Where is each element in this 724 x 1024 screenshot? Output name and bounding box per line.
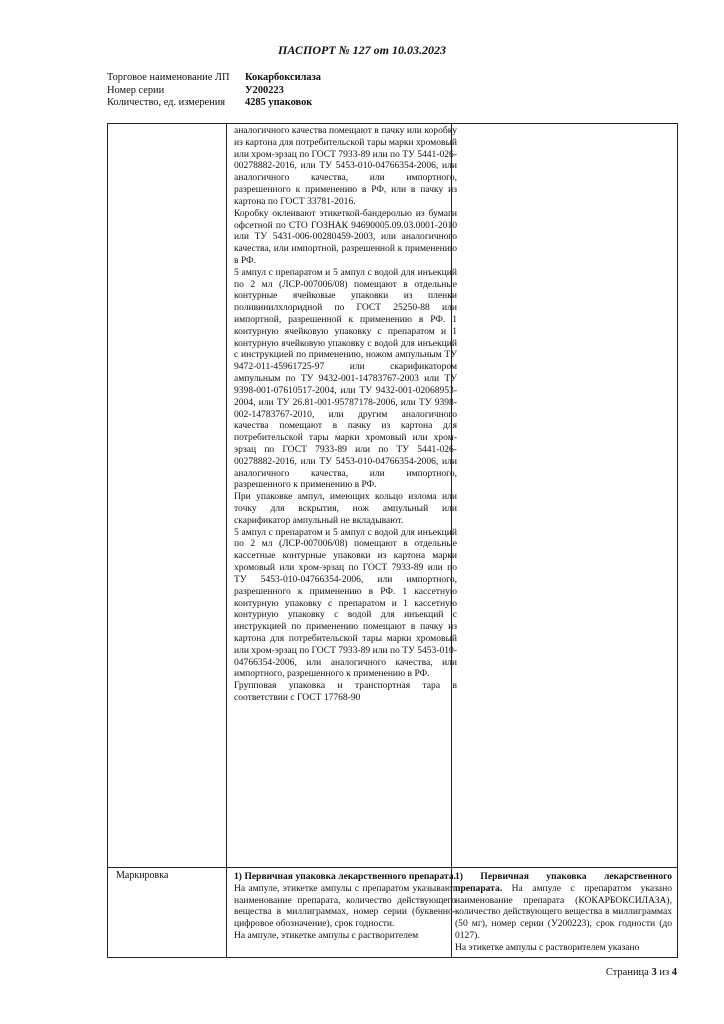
meta-label: Количество, ед. измерения — [107, 97, 226, 108]
marking-heading: 1) Первичная упаковка лекарственного препарата. — [234, 871, 456, 882]
meta-value: Кокарбоксилаза — [245, 72, 321, 83]
marking-label: Маркировка — [116, 870, 169, 881]
meta-value: У200223 — [245, 84, 284, 96]
meta-label: Номер серии — [107, 84, 165, 96]
marking-actual-cell — [455, 871, 672, 954]
marking-actual-text — [455, 871, 672, 942]
meta-row-name — [107, 72, 321, 85]
page-title: ПАСПОРТ № 127 от 10.03.2023 — [277, 43, 447, 57]
page-number — [606, 967, 677, 978]
meta-row-series — [107, 85, 321, 98]
page-total: 4 — [671, 967, 677, 978]
spec-paragraph: При упаковке ампул, имеющих кольцо излома или точку для вскрытия, нож ампульный или скарификатор ампульный не вкладывают. — [234, 491, 457, 526]
marking-text: На ампуле, этикетке ампулы с препаратом указывают наименование препарата, количество действующего вещества в миллиграммах, номер серии (буквенно-цифровое обозначение), срок годности. — [234, 882, 456, 930]
row-divider — [108, 867, 677, 868]
meta-row-quantity — [107, 97, 321, 110]
spec-paragraph: Групповая упаковка и транспортная тара в соответствии с ГОСТ 17768-90 — [234, 680, 457, 703]
meta-value: 4285 упаковок — [245, 97, 313, 108]
meta-label: Торговое наименование ЛП — [107, 72, 230, 83]
page-prefix: Страница — [605, 967, 652, 978]
page-current: 3 — [651, 967, 657, 978]
spec-paragraph: Коробку оклеивают этикеткой-бандеролью из бумаги офсетной по СТО ГОЗНАК 94690005.09.03.0001-2010 или ТУ 5431-006-00280459-2003, или аналогичного качества, или импортной, разрешенной к применению в РФ. — [234, 207, 457, 266]
marking-text: На ампуле с препаратом указано наименование препарата (КОКАРБОКСИЛАЗА), количество действующего вещества в миллиграммах (50 мг), номер серии (У200223), срок годности (до 0127). — [455, 882, 673, 942]
spec-paragraph: 5 ампул с препаратом и 5 ампул с водой для инъекций по 2 мл (ЛСР-007006/08) помещают в отдельные кассетные контурные упаковки из картона марки хромовый или хром-эрзац по ГОСТ 7933-89 или по ТУ 5453-010-04766354-2006, или импортного, разрешенного к применению в РФ. 1 кассетную контурную упаковку с препаратом и 1 кассетную контурную упаковку с водой для инъекций с инструкцией по применению помещают в пачку из картона для потребительской тары марки хромовый или хром-эрзац по ГОСТ 7933-89 или по ТУ 5453-010-04766354-2006, или аналогичного качества, или импортного, разрешенного к применению в РФ. — [234, 526, 457, 680]
spec-paragraph: 5 ампул с препаратом и 5 ампул с водой для инъекций по 2 мл (ЛСР-007006/08) помещают в отдельные контурные ячейковые упаковки из пленки поливинилхлоридной по ГОСТ 25250-88 или импортной, разрешенной к применению в РФ. 1 контурную ячейковую упаковку с препаратом и 1 контурную ячейковую упаковку с водой для инъекций с инструкцией по применению, ножом ампульным ТУ 9472-011-45961725-97 или скарификатором ампульным по ТУ 9432-001-14783767-2003 или ТУ 9398-001-07610517-2004, или ТУ 9432-001-02068953-2004, или ТУ 26.81-001-95787178-2006, или ТУ 9398-002-14783767-2010, или другим аналогичного качества помещают в пачку из картона для потребительской тары марки хромовый или хром-эрзац по ГОСТ 7933-89 или по ТУ 5441-026-00278882-2016, или ТУ 5453-010-04766354-2006, или аналогичного качества, или импортного, разрешенного к применению в РФ. — [234, 266, 457, 491]
spec-paragraph: аналогичного качества помещают в пачку или коробку из картона для потребительской тары марки хромовый или хром-эрзац по ГОСТ 7933-89 или по ТУ 5441-026-00278882-2016, или ТУ 5453-010-04766354-2006, или аналогичного качества, или импортного, разрешенного к применению в РФ, или в пачку из картона по ГОСТ 33781-2016. — [234, 125, 458, 207]
marking-heading: 1) Первичная упаковка лекарственного препарата. — [455, 871, 672, 894]
packaging-spec-cell — [234, 125, 457, 704]
marking-spec-cell — [234, 871, 456, 942]
marking-spec-text — [234, 871, 456, 930]
passport-table — [107, 123, 678, 958]
product-meta — [107, 72, 321, 110]
marking-actual-text2: На этикетке ампулы с растворителем указано — [455, 941, 640, 953]
column-divider — [226, 124, 227, 957]
page-of: из — [656, 967, 672, 978]
marking-spec-text2: На ампуле, этикетке ампулы с растворителем — [234, 930, 419, 942]
